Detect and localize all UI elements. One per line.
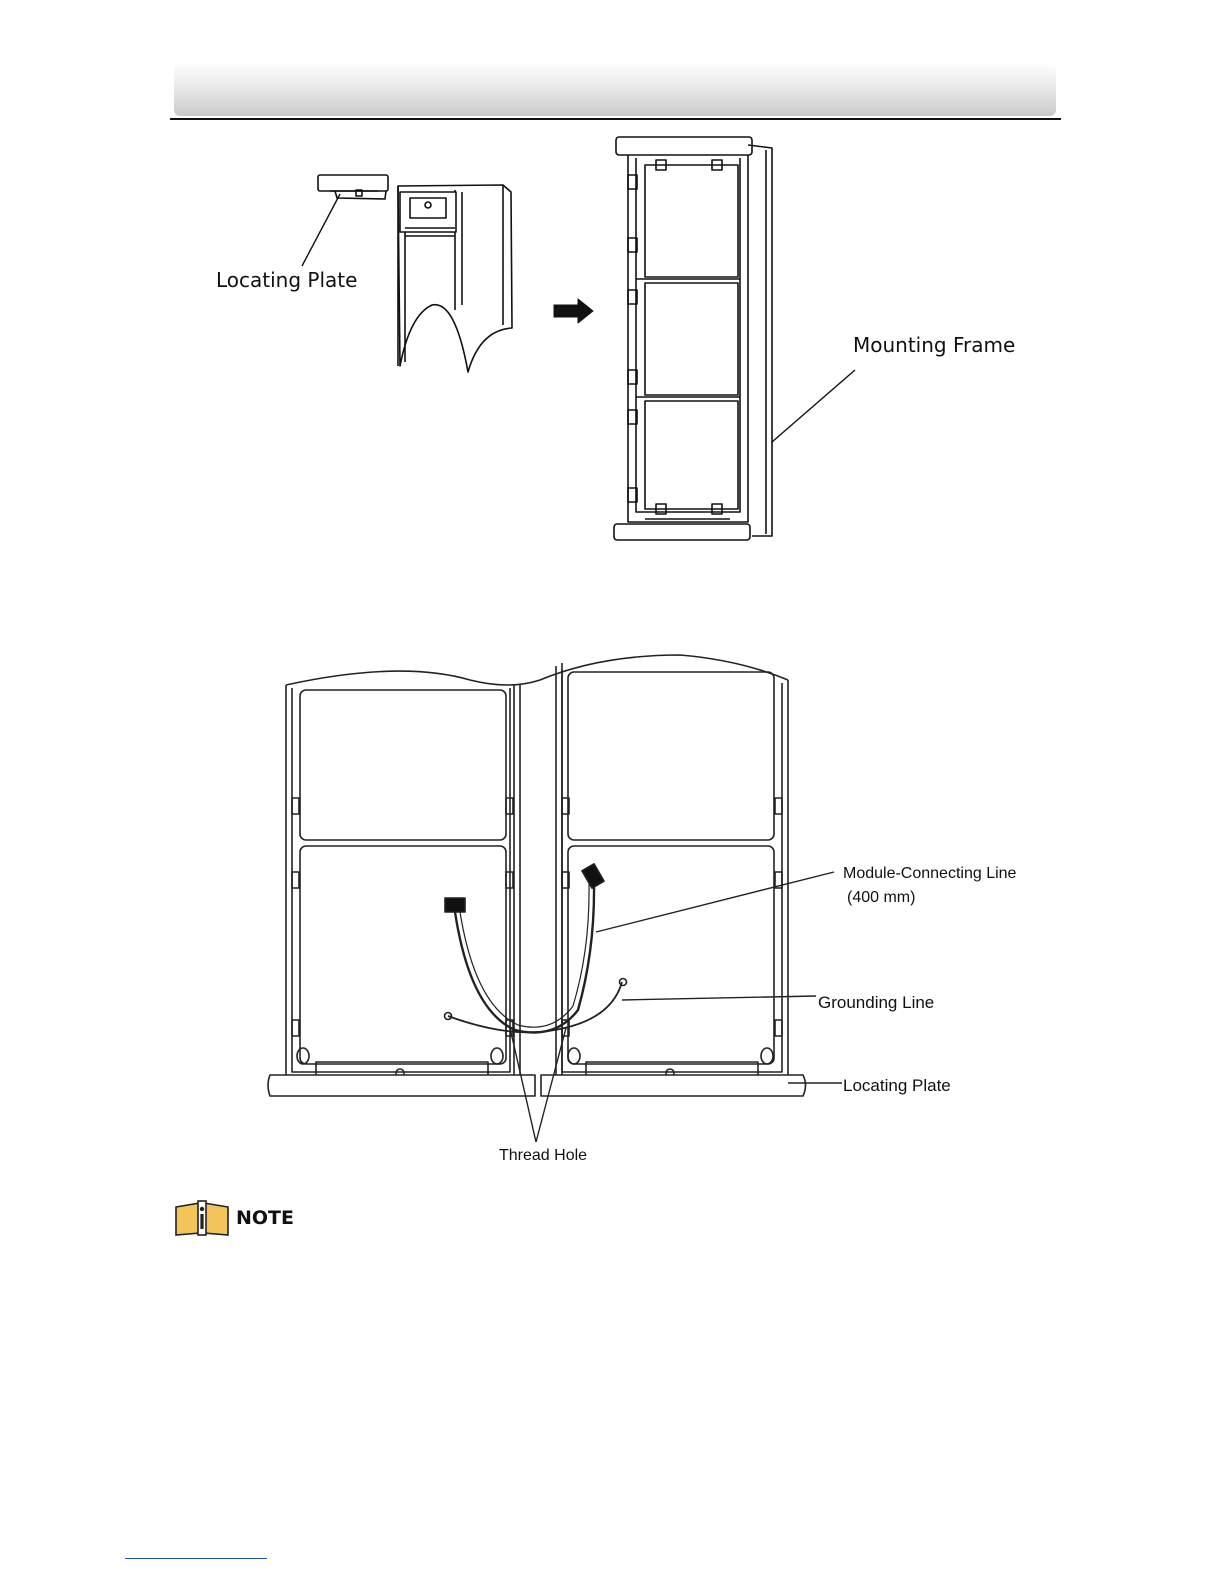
bottom-locating-plate	[268, 1075, 806, 1096]
tall-mounting-frame	[614, 137, 772, 540]
left-frame	[286, 684, 520, 1077]
note-book-icon	[174, 1199, 230, 1237]
locating-plate-label: Locating Plate	[216, 268, 358, 292]
mounting-frame-label: Mounting Frame	[853, 333, 1016, 357]
module-line-label: Module-Connecting Line	[843, 865, 1017, 882]
footer-link-rule	[125, 1558, 267, 1559]
right-arrow-icon	[554, 299, 593, 323]
module-connecting-line	[445, 864, 604, 1033]
locating-plate-label-2: Locating Plate	[843, 1076, 951, 1095]
module-line-length: (400 mm)	[847, 889, 916, 906]
note-heading	[174, 1198, 294, 1238]
grounding-line	[445, 979, 627, 1033]
connected-frames-figure	[268, 655, 842, 1142]
small-locating-plate	[318, 175, 388, 199]
thread-hole-label: Thread Hole	[499, 1147, 588, 1164]
note-label: NOTE	[236, 1207, 294, 1229]
grounding-line-label: Grounding Line	[818, 993, 935, 1012]
frame-section	[398, 185, 512, 372]
